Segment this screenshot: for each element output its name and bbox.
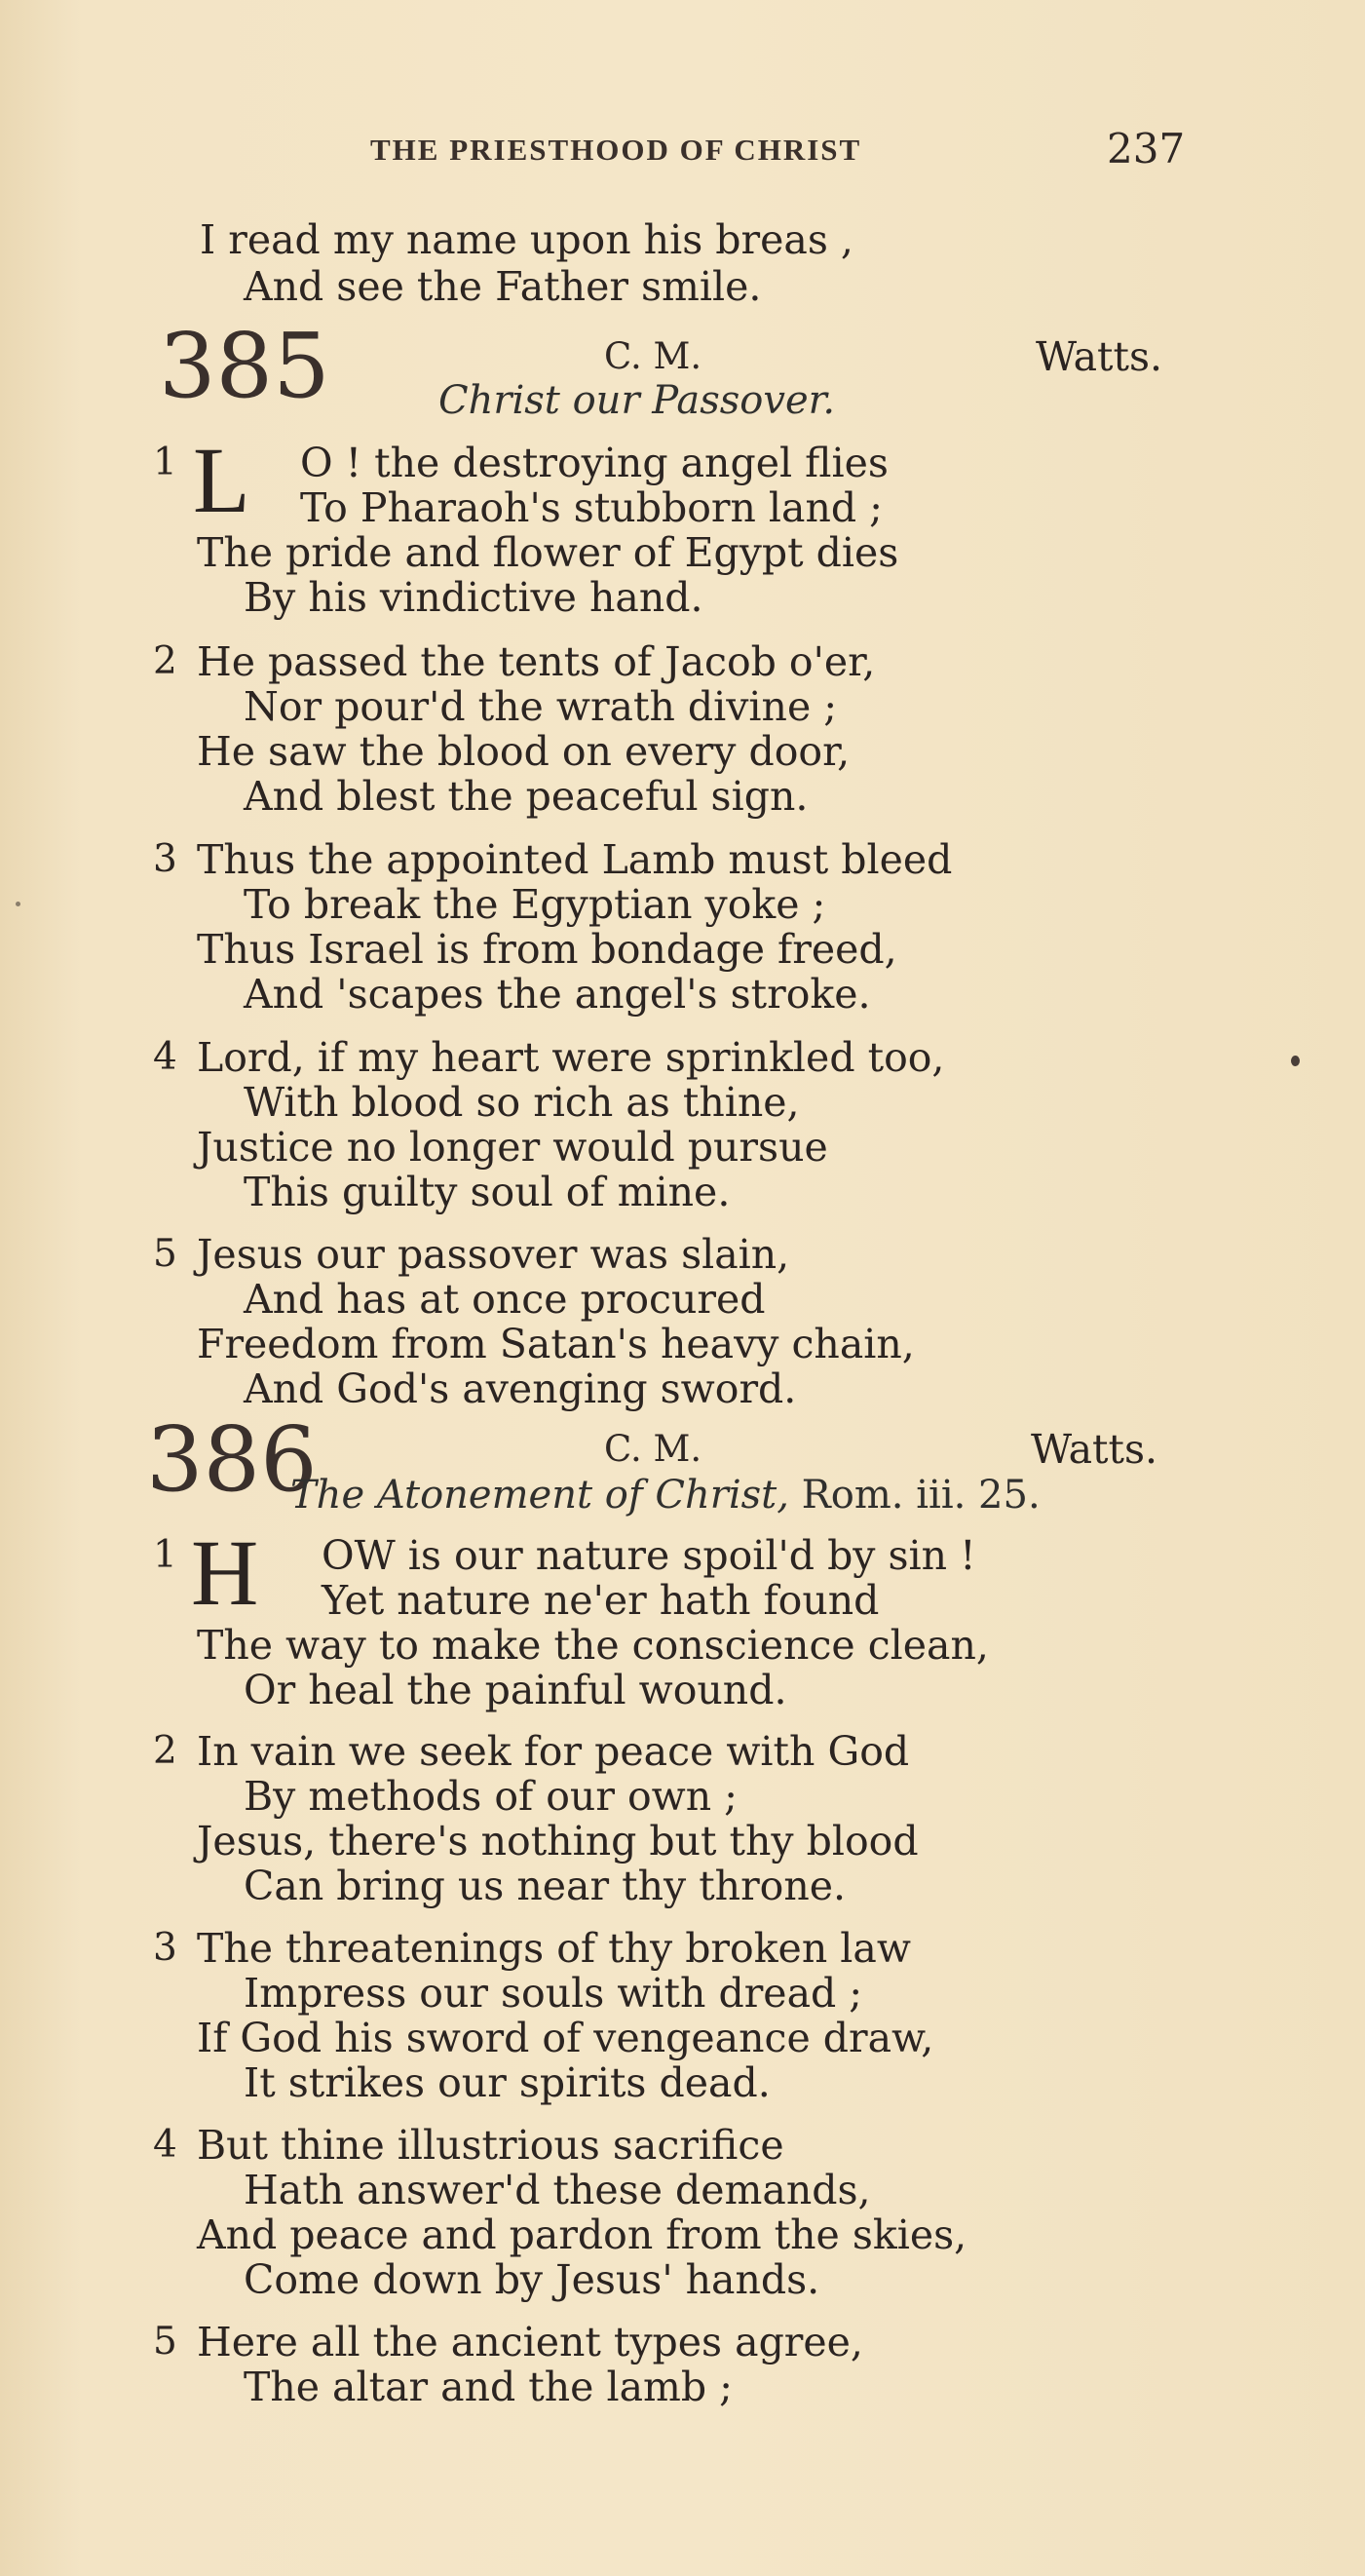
hymn-number: 386 <box>146 1407 318 1512</box>
verse-line: Nor pour'd the wrath divine ; <box>244 683 838 730</box>
verse-line: And has at once procured <box>244 1276 766 1323</box>
verse-line: Jesus, there's nothing but thy blood <box>197 1818 919 1865</box>
verse-line: Thus Israel is from bondage freed, <box>197 926 897 973</box>
verse-line: He saw the blood on every door, <box>197 728 851 775</box>
hymn-title-text: The Atonement of Christ, <box>290 1473 789 1518</box>
hymn-title <box>290 1473 1041 1518</box>
verse-line: O ! the destroying angel flies <box>300 440 889 486</box>
hymn-number: 385 <box>159 314 330 418</box>
verse-line: To break the Egyptian yoke ; <box>244 881 826 928</box>
verse-line: If God his sword of vengeance draw, <box>197 2015 934 2061</box>
verse-line: And 'scapes the angel's stroke. <box>244 971 871 1018</box>
verse-line: To Pharaoh's stubborn land ; <box>300 484 883 531</box>
verse-line: The altar and the lamb ; <box>244 2364 733 2410</box>
verse-line: Come down by Jesus' hands. <box>244 2256 820 2303</box>
page-number: 237 <box>1107 125 1186 173</box>
verse-line: Yet nature ne'er hath found <box>322 1577 880 1624</box>
stanza-number: 4 <box>153 1035 177 1079</box>
hymn-meter: C. M. <box>604 1428 702 1470</box>
stanza-number: 1 <box>153 441 177 484</box>
verse-line: And God's avenging sword. <box>244 1365 797 1412</box>
stanza-number: 1 <box>153 1533 177 1577</box>
stanza-number: 4 <box>153 2123 177 2167</box>
drop-cap: L <box>193 428 250 532</box>
stanza-number: 5 <box>153 1232 177 1276</box>
verse-line: Justice no longer would pursue <box>197 1124 828 1171</box>
verse-line: And blest the peaceful sign. <box>244 773 809 820</box>
verse-line: The threatenings of thy broken law <box>197 1925 911 1972</box>
stanza-number: 3 <box>153 837 177 881</box>
stanza-number: 2 <box>153 639 177 683</box>
verse-line: Jesus our passover was slain, <box>197 1231 790 1278</box>
stanza-number: 2 <box>153 1729 177 1773</box>
drop-cap: H <box>191 1520 259 1625</box>
stanza-number: 5 <box>153 2320 177 2364</box>
verse-line: Can bring us near thy throne. <box>244 1863 847 1909</box>
verse-line: Freedom from Satan's heavy chain, <box>197 1321 915 1367</box>
verse-line: He passed the tents of Jacob o'er, <box>197 638 876 685</box>
verse-line: This guilty soul of mine. <box>244 1169 731 1215</box>
hymn-meter: C. M. <box>604 335 702 377</box>
stanza-number: 3 <box>153 1926 177 1970</box>
verse-line: Impress our souls with dread ; <box>244 1970 863 2017</box>
verse-line: By methods of our own ; <box>244 1773 738 1820</box>
verse-line: In vain we seek for peace with God <box>197 1728 910 1775</box>
paper-speck <box>1291 1056 1300 1066</box>
verse-line: The way to make the conscience clean, <box>197 1622 989 1669</box>
scripture-reference: Rom. iii. 25. <box>801 1473 1041 1518</box>
hymn-composer: Watts. <box>1036 333 1163 380</box>
verse-line: But thine illustrious sacrifice <box>197 2122 784 2169</box>
verse-line: Lord, if my heart were sprinkled too, <box>197 1034 945 1081</box>
verse-line: Hath answer'd these demands, <box>244 2167 871 2213</box>
paper-speck <box>16 902 20 906</box>
running-head: THE PRIESTHOOD OF CHRIST <box>370 133 862 167</box>
hymn-title: Christ our Passover. <box>438 378 836 423</box>
verse-line: OW is our nature spoil'd by sin ! <box>322 1532 976 1579</box>
continuation-line: And see the Father smile. <box>244 263 762 310</box>
verse-line: With blood so rich as thine, <box>244 1079 800 1126</box>
verse-line: The pride and flower of Egypt dies <box>197 529 899 576</box>
verse-line: By his vindictive hand. <box>244 574 703 621</box>
verse-line: Here all the ancient types agree, <box>197 2319 863 2365</box>
verse-line: It strikes our spirits dead. <box>244 2059 771 2106</box>
verse-line: Or heal the painful wound. <box>244 1667 787 1713</box>
continuation-line: I read my name upon his breas , <box>200 216 853 263</box>
hymn-composer: Watts. <box>1031 1426 1158 1473</box>
verse-line: And peace and pardon from the skies, <box>197 2211 967 2258</box>
verse-line: Thus the appointed Lamb must bleed <box>197 836 953 883</box>
